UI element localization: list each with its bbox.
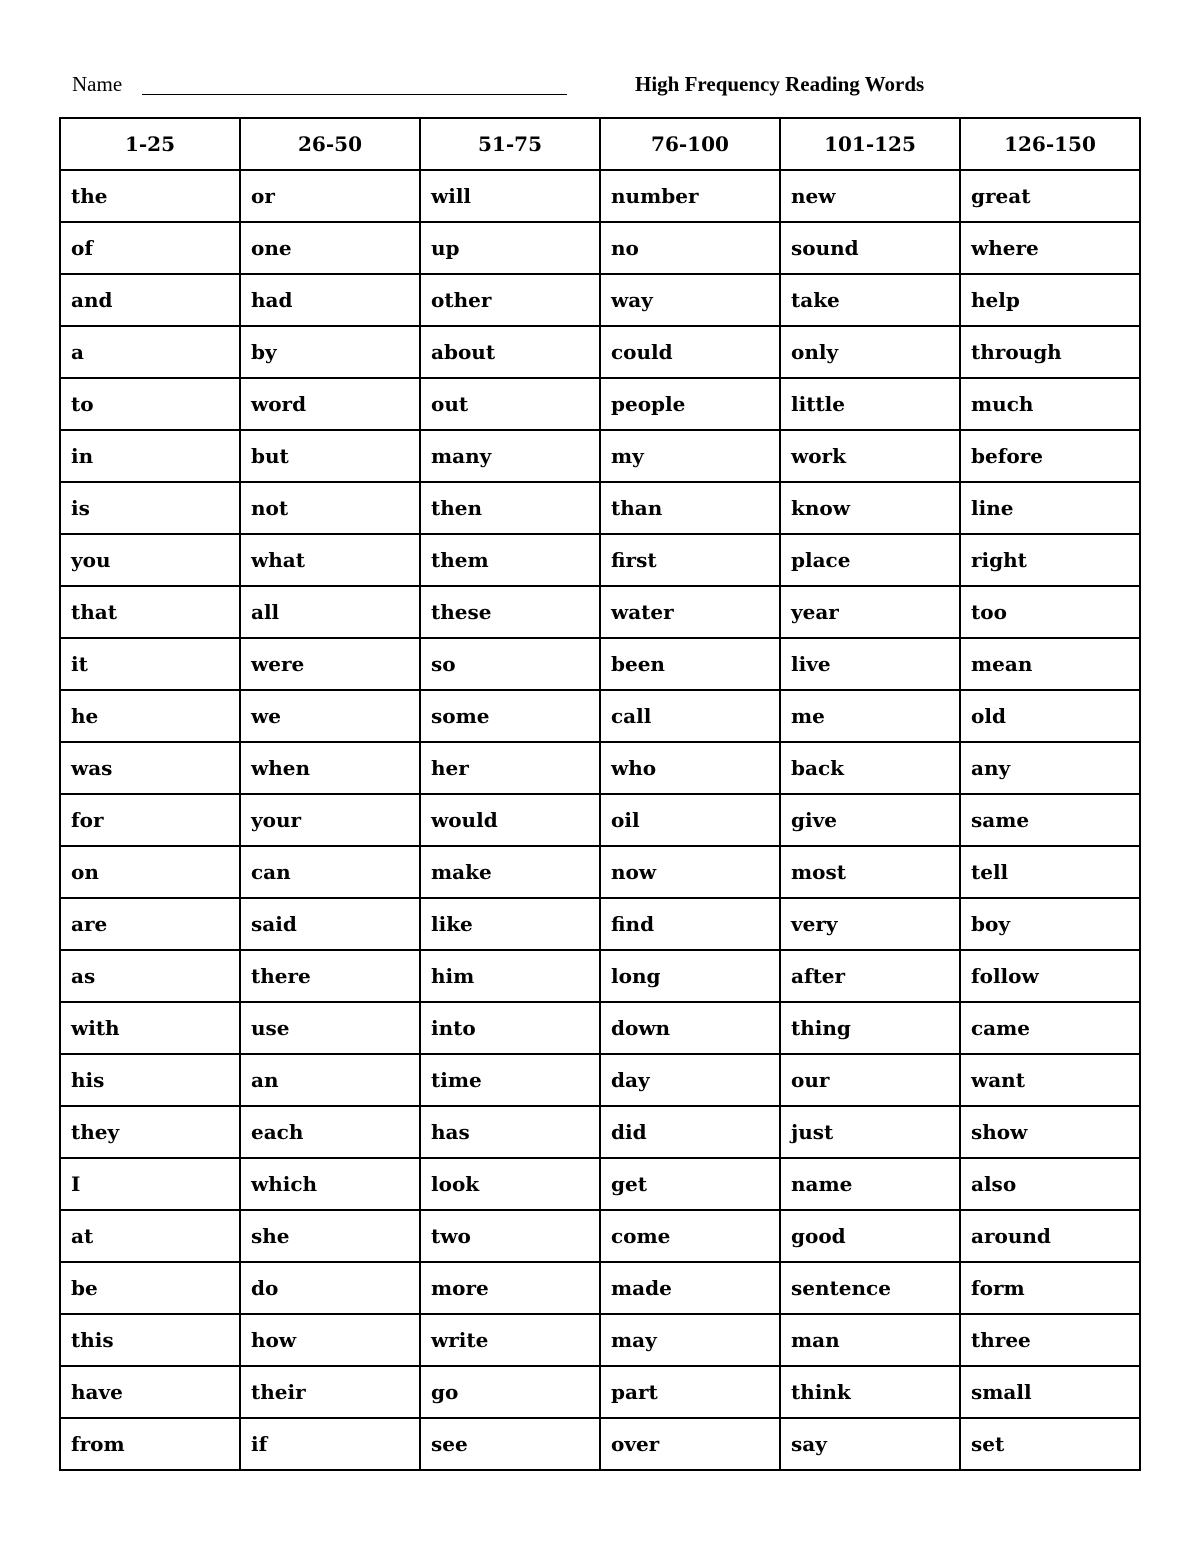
column-header: 51-75	[420, 118, 600, 170]
word-cell: so	[420, 638, 600, 690]
word-cell: after	[780, 950, 960, 1002]
table-row	[60, 534, 1140, 586]
word-cell: could	[600, 326, 780, 378]
word-table	[59, 117, 1141, 1471]
table-row	[60, 482, 1140, 534]
word-cell: he	[60, 690, 240, 742]
word-cell: over	[600, 1418, 780, 1470]
word-cell: is	[60, 482, 240, 534]
word-cell: my	[600, 430, 780, 482]
word-cell: any	[960, 742, 1140, 794]
table-row	[60, 690, 1140, 742]
word-cell: if	[240, 1418, 420, 1470]
word-cell: came	[960, 1002, 1140, 1054]
word-cell: these	[420, 586, 600, 638]
word-cell: up	[420, 222, 600, 274]
word-cell: will	[420, 170, 600, 222]
word-cell: all	[240, 586, 420, 638]
word-cell: write	[420, 1314, 600, 1366]
word-cell: to	[60, 378, 240, 430]
table-row	[60, 1366, 1140, 1418]
word-cell: some	[420, 690, 600, 742]
word-cell: her	[420, 742, 600, 794]
word-cell: the	[60, 170, 240, 222]
table-row	[60, 1418, 1140, 1470]
word-cell: each	[240, 1106, 420, 1158]
column-header: 76-100	[600, 118, 780, 170]
word-cell: we	[240, 690, 420, 742]
word-cell: been	[600, 638, 780, 690]
word-cell: give	[780, 794, 960, 846]
word-cell: out	[420, 378, 600, 430]
word-cell: find	[600, 898, 780, 950]
word-cell: are	[60, 898, 240, 950]
table-row	[60, 898, 1140, 950]
column-header: 1-25	[60, 118, 240, 170]
word-cell: said	[240, 898, 420, 950]
word-cell: same	[960, 794, 1140, 846]
word-cell: take	[780, 274, 960, 326]
word-cell: where	[960, 222, 1140, 274]
word-cell: had	[240, 274, 420, 326]
table-row	[60, 846, 1140, 898]
word-cell: no	[600, 222, 780, 274]
word-cell: water	[600, 586, 780, 638]
word-cell: at	[60, 1210, 240, 1262]
word-cell: only	[780, 326, 960, 378]
word-cell: right	[960, 534, 1140, 586]
word-cell: day	[600, 1054, 780, 1106]
word-cell: long	[600, 950, 780, 1002]
word-cell: just	[780, 1106, 960, 1158]
table-row	[60, 1210, 1140, 1262]
word-cell: a	[60, 326, 240, 378]
word-cell: one	[240, 222, 420, 274]
table-row	[60, 274, 1140, 326]
word-cell: it	[60, 638, 240, 690]
table-row	[60, 1262, 1140, 1314]
column-header: 101-125	[780, 118, 960, 170]
word-table-body	[60, 170, 1140, 1470]
word-cell: tell	[960, 846, 1140, 898]
word-cell: down	[600, 1002, 780, 1054]
word-cell: made	[600, 1262, 780, 1314]
word-cell: most	[780, 846, 960, 898]
word-cell: your	[240, 794, 420, 846]
word-cell: year	[780, 586, 960, 638]
word-cell: there	[240, 950, 420, 1002]
table-row	[60, 222, 1140, 274]
table-row	[60, 586, 1140, 638]
word-cell: small	[960, 1366, 1140, 1418]
word-cell: on	[60, 846, 240, 898]
word-cell: man	[780, 1314, 960, 1366]
word-cell: now	[600, 846, 780, 898]
word-cell: too	[960, 586, 1140, 638]
word-cell: way	[600, 274, 780, 326]
word-cell: very	[780, 898, 960, 950]
name-field-line[interactable]	[142, 94, 567, 95]
word-cell: like	[420, 898, 600, 950]
word-cell: sentence	[780, 1262, 960, 1314]
table-row	[60, 742, 1140, 794]
word-cell: look	[420, 1158, 600, 1210]
word-cell: from	[60, 1418, 240, 1470]
word-cell: they	[60, 1106, 240, 1158]
word-cell: may	[600, 1314, 780, 1366]
page-header	[72, 70, 1142, 102]
table-row	[60, 430, 1140, 482]
word-cell: think	[780, 1366, 960, 1418]
word-cell: little	[780, 378, 960, 430]
word-cell: follow	[960, 950, 1140, 1002]
word-cell: oil	[600, 794, 780, 846]
word-cell: number	[600, 170, 780, 222]
table-row	[60, 794, 1140, 846]
word-cell: was	[60, 742, 240, 794]
table-row	[60, 1002, 1140, 1054]
word-cell: you	[60, 534, 240, 586]
word-cell: two	[420, 1210, 600, 1262]
word-cell: when	[240, 742, 420, 794]
word-cell: form	[960, 1262, 1140, 1314]
word-cell: go	[420, 1366, 600, 1418]
word-cell: an	[240, 1054, 420, 1106]
word-cell: new	[780, 170, 960, 222]
word-cell: I	[60, 1158, 240, 1210]
word-cell: time	[420, 1054, 600, 1106]
table-row	[60, 638, 1140, 690]
word-cell: sound	[780, 222, 960, 274]
table-row	[60, 1158, 1140, 1210]
word-cell: can	[240, 846, 420, 898]
word-cell: around	[960, 1210, 1140, 1262]
word-cell: live	[780, 638, 960, 690]
table-row	[60, 1314, 1140, 1366]
table-row	[60, 1106, 1140, 1158]
word-cell: or	[240, 170, 420, 222]
word-cell: me	[780, 690, 960, 742]
word-cell: him	[420, 950, 600, 1002]
word-cell: but	[240, 430, 420, 482]
word-cell: not	[240, 482, 420, 534]
word-cell: into	[420, 1002, 600, 1054]
word-cell: back	[780, 742, 960, 794]
word-cell: many	[420, 430, 600, 482]
word-cell: who	[600, 742, 780, 794]
word-cell: of	[60, 222, 240, 274]
word-cell: help	[960, 274, 1140, 326]
word-cell: first	[600, 534, 780, 586]
word-cell: also	[960, 1158, 1140, 1210]
word-cell: our	[780, 1054, 960, 1106]
word-cell: much	[960, 378, 1140, 430]
word-cell: would	[420, 794, 600, 846]
word-cell: in	[60, 430, 240, 482]
word-cell: place	[780, 534, 960, 586]
word-cell: through	[960, 326, 1140, 378]
word-cell: be	[60, 1262, 240, 1314]
word-cell: which	[240, 1158, 420, 1210]
word-cell: good	[780, 1210, 960, 1262]
word-cell: thing	[780, 1002, 960, 1054]
word-cell: did	[600, 1106, 780, 1158]
column-header: 26-50	[240, 118, 420, 170]
word-cell: word	[240, 378, 420, 430]
word-cell: want	[960, 1054, 1140, 1106]
word-cell: get	[600, 1158, 780, 1210]
word-cell: how	[240, 1314, 420, 1366]
word-cell: mean	[960, 638, 1140, 690]
word-cell: know	[780, 482, 960, 534]
word-cell: work	[780, 430, 960, 482]
word-cell: than	[600, 482, 780, 534]
word-cell: this	[60, 1314, 240, 1366]
word-cell: that	[60, 586, 240, 638]
word-cell: line	[960, 482, 1140, 534]
column-header: 126-150	[960, 118, 1140, 170]
page-title: High Frequency Reading Words	[635, 72, 925, 96]
word-cell: then	[420, 482, 600, 534]
word-cell: boy	[960, 898, 1140, 950]
table-row	[60, 326, 1140, 378]
word-cell: as	[60, 950, 240, 1002]
word-cell: by	[240, 326, 420, 378]
word-cell: call	[600, 690, 780, 742]
word-cell: part	[600, 1366, 780, 1418]
word-cell: show	[960, 1106, 1140, 1158]
table-row	[60, 950, 1140, 1002]
word-cell: three	[960, 1314, 1140, 1366]
table-row	[60, 1054, 1140, 1106]
word-cell: people	[600, 378, 780, 430]
table-row	[60, 378, 1140, 430]
word-cell: were	[240, 638, 420, 690]
word-cell: do	[240, 1262, 420, 1314]
word-cell: great	[960, 170, 1140, 222]
word-cell: more	[420, 1262, 600, 1314]
word-cell: other	[420, 274, 600, 326]
word-cell: have	[60, 1366, 240, 1418]
word-cell: before	[960, 430, 1140, 482]
name-label: Name	[72, 72, 123, 96]
word-cell: see	[420, 1418, 600, 1470]
word-cell: their	[240, 1366, 420, 1418]
word-cell: for	[60, 794, 240, 846]
word-cell: old	[960, 690, 1140, 742]
header-row	[60, 118, 1140, 170]
word-cell: use	[240, 1002, 420, 1054]
word-cell: say	[780, 1418, 960, 1470]
word-cell: come	[600, 1210, 780, 1262]
word-cell: with	[60, 1002, 240, 1054]
word-cell: has	[420, 1106, 600, 1158]
word-cell: set	[960, 1418, 1140, 1470]
word-cell: what	[240, 534, 420, 586]
word-cell: make	[420, 846, 600, 898]
word-cell: and	[60, 274, 240, 326]
word-cell: them	[420, 534, 600, 586]
table-row	[60, 170, 1140, 222]
word-cell: about	[420, 326, 600, 378]
word-cell: his	[60, 1054, 240, 1106]
word-cell: name	[780, 1158, 960, 1210]
word-cell: she	[240, 1210, 420, 1262]
